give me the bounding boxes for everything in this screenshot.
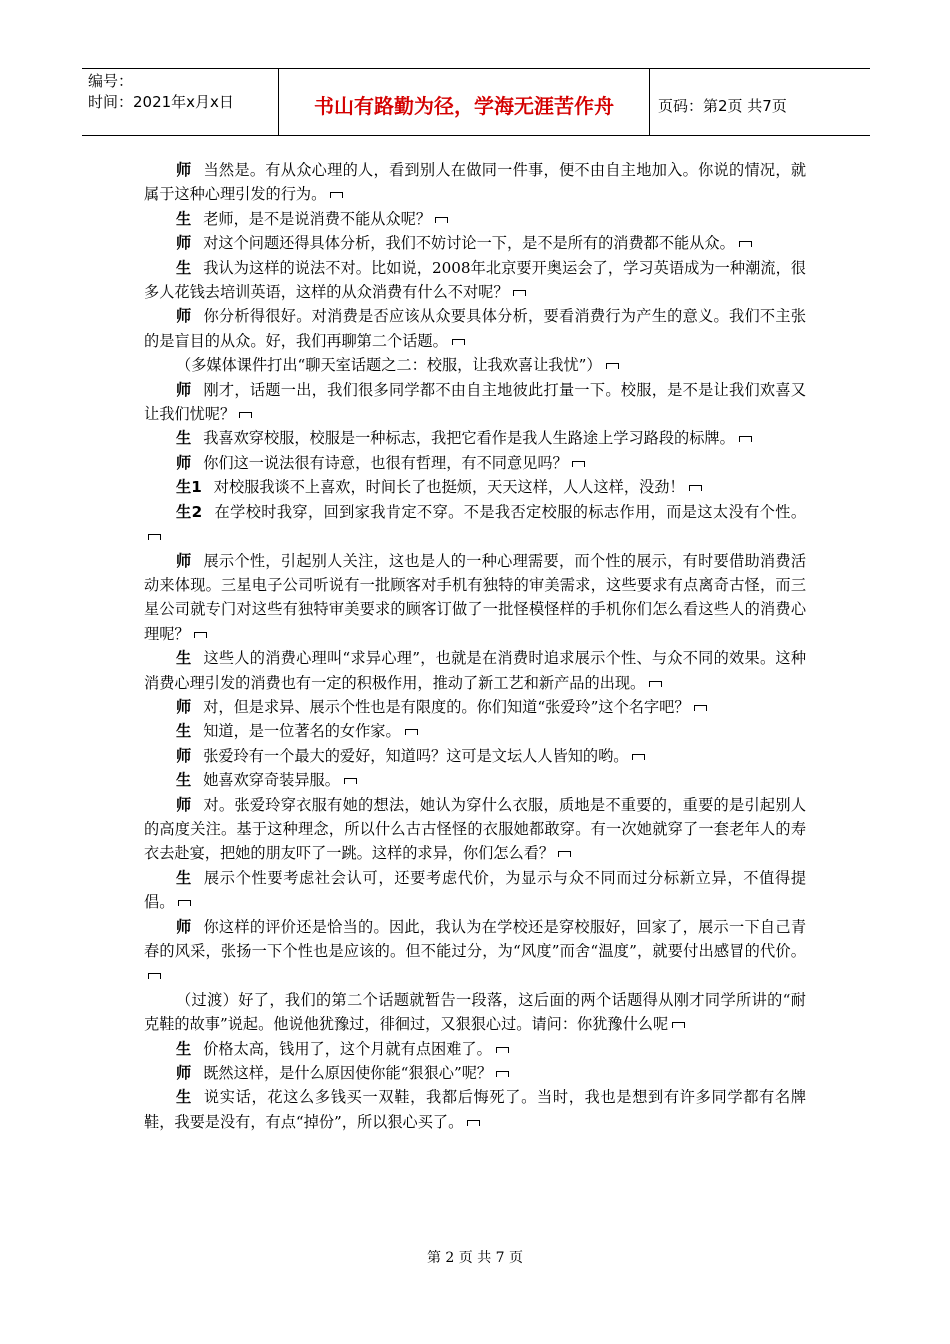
dialogue-text: 张爱玲有一个最大的爱好，知道吗？这可是文坛人人皆知的哟。 [203, 746, 629, 765]
paragraph-mark-icon [558, 851, 571, 857]
dialogue-paragraph [144, 207, 806, 231]
paragraph-mark-icon [632, 754, 645, 760]
dialogue-text: 在学校时我穿，回到家我肯定不穿。不是我否定校服的标志作用，而是这太没有个性。 [214, 502, 807, 521]
paragraph-mark-icon [344, 778, 357, 784]
header-motto: 书山有路勤为径，学海无涯苦作舟 [278, 69, 650, 135]
dialogue-text: 对这个问题还得具体分析，我们不妨讨论一下，是不是所有的消费都不能从众。 [203, 234, 735, 253]
speaker-label: 师 [176, 1064, 192, 1083]
paragraph-mark-icon [148, 534, 161, 540]
dialogue-paragraph [144, 451, 806, 475]
document-number-label: 编号： [88, 72, 134, 90]
dialogue-text: 对，但是求异、展示个性也是有限度的。你们知道“张爱玲”这个名字吧？ [203, 697, 690, 716]
paragraph-mark-icon [649, 681, 662, 687]
speaker-label: 生 [176, 1088, 192, 1107]
paragraph-mark-icon [148, 973, 161, 979]
dialogue-paragraph [144, 646, 806, 695]
paragraph-mark-icon [496, 1071, 509, 1077]
dialogue-paragraph [144, 793, 806, 866]
dialogue-paragraph [144, 915, 806, 988]
paragraph-mark-icon [496, 1047, 509, 1053]
speaker-label: 师 [176, 917, 192, 936]
speaker-label: 师 [176, 551, 192, 570]
speaker-label: 生 [176, 209, 192, 228]
paragraph-mark-icon [739, 436, 752, 442]
paragraph-mark-icon [513, 290, 526, 296]
paragraph-mark-icon [405, 729, 418, 735]
speaker-label: 师 [176, 380, 192, 399]
dialogue-text: 展示个性，引起别人关注，这也是人的一种心理需要，而个性的展示，有时要借助消费活动来体现。三星电子公司听说有一批顾客对手机有独特的审美需求，这些要求有点离奇古怪，而三星公司就专门对这些有独特审美要求的顾客订做了一批怪模怪样的手机你们怎么看这些人的消费心理呢？ [144, 551, 807, 643]
dialogue-paragraph [144, 500, 806, 549]
paragraph-mark-icon [239, 412, 252, 418]
dialogue-paragraph [144, 304, 806, 353]
dialogue-text: （多媒体课件打出“聊天室话题之二：校服，让我欢喜让我忧”） [176, 356, 602, 375]
speaker-label: 生 [176, 1039, 192, 1058]
speaker-label: 生 [176, 429, 192, 448]
dialogue-text: 刚才，话题一出，我们很多同学都不由自主地彼此打量一下。校服，是不是让我们欢喜又让我们忧呢？ [144, 380, 807, 424]
paragraph-mark-icon [435, 217, 448, 223]
dialogue-paragraph [144, 1085, 806, 1134]
dialogue-text: 你分析得很好。对消费是否应该从众要具体分析，要看消费行为产生的意义。我们不主张的是盲目的从众。好，我们再聊第二个话题。 [144, 307, 807, 350]
speaker-label: 生 [176, 649, 192, 668]
paragraph-mark-icon [467, 1120, 480, 1126]
paragraph-mark-icon [606, 363, 619, 369]
dialogue-text: 我认为这样的说法不对。比如说，2008年北京要开奥运会了，学习英语成为一种潮流，很多人花钱去培训英语，这样的从众消费有什么不对呢？ [144, 258, 806, 302]
dialogue-paragraph [144, 866, 806, 915]
dialogue-paragraph [144, 378, 806, 427]
dialogue-paragraph [144, 1037, 806, 1061]
dialogue-body [144, 158, 806, 1134]
speaker-label: 师 [176, 746, 192, 765]
paragraph-mark-icon [330, 192, 343, 198]
dialogue-text: 我喜欢穿校服，校服是一种标志，我把它看作是我人生路途上学习路段的标牌。 [203, 429, 735, 448]
speaker-label: 师 [176, 795, 192, 814]
dialogue-text: 当然是。有从众心理的人，看到别人在做同一件事，便不由自主地加入。你说的情况，就属于这种心理引发的行为。 [144, 161, 807, 204]
dialogue-text: 她喜欢穿奇装异服。 [203, 771, 340, 790]
dialogue-paragraph [144, 695, 806, 719]
page-footer: 第 2 页 共 7 页 [426, 1250, 524, 1266]
document-time-label: 时间：2021年x月x日 [88, 93, 234, 111]
dialogue-paragraph [144, 1061, 806, 1085]
speaker-label: 师 [176, 307, 192, 326]
paragraph-mark-icon [452, 339, 465, 345]
dialogue-text: 既然这样，是什么原因使你能“狠狠心”呢？ [203, 1064, 493, 1083]
dialogue-paragraph [144, 549, 806, 647]
speaker-label: 师 [176, 697, 192, 716]
dialogue-paragraph [144, 158, 806, 207]
dialogue-text: 说实话，花这么多钱买一双鞋，我都后悔死了。当时，我也是想到有许多同学都有名牌鞋，我要是没有，有点“掉份”，所以狠心买了。 [144, 1088, 807, 1131]
speaker-label: 生 [176, 868, 192, 887]
dialogue-text: 你这样的评价还是恰当的。因此，我认为在学校还是穿校服好，回家了，展示一下自己青春的风采，张扬一下个性也是应该的。但不能过分，为“风度”而舍“温度”，就要付出感冒的代价。 [144, 917, 807, 960]
paragraph-mark-icon [194, 632, 207, 638]
header-meta [82, 69, 278, 135]
speaker-label: 师 [176, 453, 192, 472]
page-header [82, 68, 870, 136]
paragraph-mark-icon [694, 705, 707, 711]
dialogue-paragraph [144, 426, 806, 450]
paragraph-mark-icon [178, 900, 191, 906]
dialogue-text: 你们这一说法很有诗意，也很有哲理，有不同意见吗？ [203, 453, 568, 472]
speaker-label: 生 [176, 771, 192, 790]
paragraph-mark-icon [739, 241, 752, 247]
dialogue-paragraph [144, 256, 806, 305]
dialogue-text: （过渡）好了，我们的第二个话题就暂告一段落，这后面的两个话题得从刚才同学所讲的“耐克鞋的故事”说起。他说他犹豫过，徘徊过，又狠狠心过。请问：你犹豫什么呢 [144, 990, 806, 1034]
dialogue-text: 展示个性要考虑社会认可，还要考虑代价，为显示与众不同而过分标新立异，不值得提倡。 [144, 868, 807, 912]
dialogue-text: 这些人的消费心理叫“求异心理”，也就是在消费时追求展示个性、与众不同的效果。这种消费心理引发的消费也有一定的积极作用，推动了新工艺和新产品的出现。 [144, 649, 807, 692]
header-page-number: 页码：第2页 共7页 [658, 96, 787, 115]
dialogue-text: 对校服我谈不上喜欢，时间长了也挺烦，天天这样，人人这样，没劲！ [213, 478, 685, 497]
dialogue-text: 对。张爱玲穿衣服有她的想法，她认为穿什么衣服，质地是不重要的，重要的是引起别人的高度关注。基于这种理念，所以什么古古怪怪的衣服她都敢穿。有一次她就穿了一套老年人的寿衣去赴宴，把她的朋友吓了一跳。这样的求异，你们怎么看？ [144, 795, 807, 863]
dialogue-paragraph [144, 768, 806, 792]
speaker-label: 生1 [176, 478, 202, 497]
dialogue-paragraph [144, 475, 806, 499]
dialogue-text: 价格太高，钱用了，这个月就有点困难了。 [203, 1039, 492, 1058]
speaker-label: 生2 [176, 502, 203, 521]
dialogue-paragraph [144, 353, 806, 377]
speaker-label: 生 [176, 722, 192, 741]
speaker-label: 师 [176, 161, 192, 179]
paragraph-mark-icon [572, 461, 585, 467]
paragraph-mark-icon [689, 485, 702, 491]
dialogue-text: 老师，是不是说消费不能从众呢？ [203, 209, 431, 228]
paragraph-mark-icon [672, 1022, 685, 1028]
dialogue-text: 知道，是一位著名的女作家。 [203, 722, 401, 741]
speaker-label: 生 [176, 258, 192, 277]
dialogue-paragraph [144, 231, 806, 255]
dialogue-paragraph [144, 719, 806, 743]
dialogue-paragraph [144, 988, 806, 1037]
dialogue-paragraph [144, 744, 806, 768]
speaker-label: 师 [176, 234, 192, 253]
